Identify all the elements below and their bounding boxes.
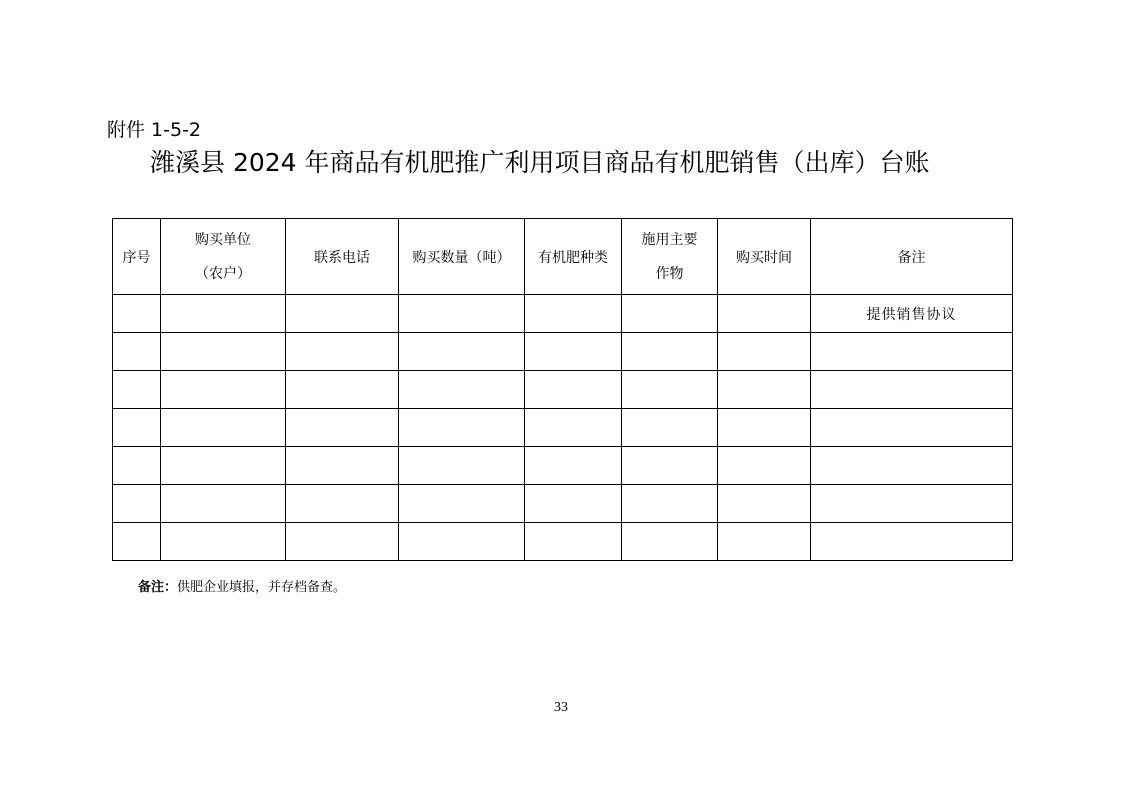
- header-main-crop: [622, 219, 718, 295]
- table-cell[interactable]: [161, 295, 286, 333]
- table-cell[interactable]: [718, 409, 811, 447]
- sales-ledger-table: [112, 218, 1013, 561]
- header-phone: 联系电话: [286, 219, 399, 295]
- header-buyer-line1: 购买单位: [195, 231, 251, 248]
- footnote: [138, 578, 346, 598]
- table-header-row: [113, 219, 1013, 295]
- table-row: [113, 371, 1013, 409]
- table-cell[interactable]: [525, 409, 622, 447]
- attachment-label: 附件 1-5-2: [107, 119, 202, 141]
- table-row: [113, 333, 1013, 371]
- table-cell[interactable]: [399, 333, 525, 371]
- footnote-text: 供肥企业填报，并存档备查。: [177, 580, 347, 595]
- table-cell[interactable]: [622, 447, 718, 485]
- table-cell[interactable]: [286, 371, 399, 409]
- table-cell[interactable]: [718, 447, 811, 485]
- header-buyer-line2: （农户）: [195, 265, 251, 282]
- table-cell-remark[interactable]: [811, 447, 1013, 485]
- table-cell-remark[interactable]: [811, 523, 1013, 561]
- table-cell[interactable]: [525, 447, 622, 485]
- table-cell[interactable]: [718, 371, 811, 409]
- footnote-label: 备注：: [138, 580, 178, 595]
- table-cell[interactable]: [399, 409, 525, 447]
- page-title: 潍溪县 2024 年商品有机肥推广利用项目商品有机肥销售（出库）台账: [150, 148, 930, 177]
- table-cell[interactable]: [622, 295, 718, 333]
- table-cell[interactable]: [113, 333, 161, 371]
- table-cell-remark[interactable]: [811, 485, 1013, 523]
- table-cell[interactable]: [161, 371, 286, 409]
- table-row: [113, 409, 1013, 447]
- table-cell[interactable]: [622, 485, 718, 523]
- table-cell[interactable]: [113, 485, 161, 523]
- table-cell[interactable]: [113, 371, 161, 409]
- table-cell[interactable]: [399, 295, 525, 333]
- table-cell[interactable]: [525, 485, 622, 523]
- table-cell[interactable]: [161, 333, 286, 371]
- header-purchase-time: 购买时间: [718, 219, 811, 295]
- header-quantity: 购买数量（吨）: [399, 219, 525, 295]
- table-cell[interactable]: [399, 523, 525, 561]
- page-number: 33: [554, 700, 568, 715]
- table-cell[interactable]: [286, 409, 399, 447]
- table-cell[interactable]: [399, 371, 525, 409]
- table-cell[interactable]: [286, 447, 399, 485]
- table-cell-remark[interactable]: [811, 409, 1013, 447]
- header-serial: 序号: [113, 219, 161, 295]
- table-cell[interactable]: [525, 333, 622, 371]
- header-remarks: 备注: [811, 219, 1013, 295]
- table-cell[interactable]: [718, 485, 811, 523]
- table-cell[interactable]: [525, 523, 622, 561]
- table-cell[interactable]: [286, 523, 399, 561]
- table-cell[interactable]: [525, 295, 622, 333]
- table-cell[interactable]: [113, 523, 161, 561]
- table-row: [113, 485, 1013, 523]
- table-cell[interactable]: [113, 447, 161, 485]
- table-cell[interactable]: [622, 409, 718, 447]
- header-buyer: [161, 219, 286, 295]
- header-main-crop-line1: 施用主要: [641, 231, 698, 248]
- table-cell[interactable]: [622, 371, 718, 409]
- table-cell[interactable]: [525, 371, 622, 409]
- table-cell[interactable]: [718, 333, 811, 371]
- table-cell-remark[interactable]: [811, 371, 1013, 409]
- table-cell[interactable]: [286, 333, 399, 371]
- table-row: [113, 295, 1013, 333]
- table-cell-remark[interactable]: 提供销售协议: [811, 295, 1013, 333]
- table-cell[interactable]: [718, 295, 811, 333]
- table-cell-remark[interactable]: [811, 333, 1013, 371]
- table-cell[interactable]: [161, 447, 286, 485]
- table-cell[interactable]: [286, 485, 399, 523]
- header-main-crop-line2: 作物: [655, 265, 684, 282]
- header-fertilizer-type: 有机肥种类: [525, 219, 622, 295]
- table-cell[interactable]: [718, 523, 811, 561]
- table-cell[interactable]: [161, 409, 286, 447]
- table-cell[interactable]: [399, 485, 525, 523]
- table-row: [113, 447, 1013, 485]
- table-cell[interactable]: [622, 333, 718, 371]
- table-cell[interactable]: [161, 523, 286, 561]
- table-row: [113, 523, 1013, 561]
- table-cell[interactable]: [286, 295, 399, 333]
- table-cell[interactable]: [399, 447, 525, 485]
- table-cell[interactable]: [622, 523, 718, 561]
- table-cell[interactable]: [161, 485, 286, 523]
- table-cell[interactable]: [113, 295, 161, 333]
- table-cell[interactable]: [113, 409, 161, 447]
